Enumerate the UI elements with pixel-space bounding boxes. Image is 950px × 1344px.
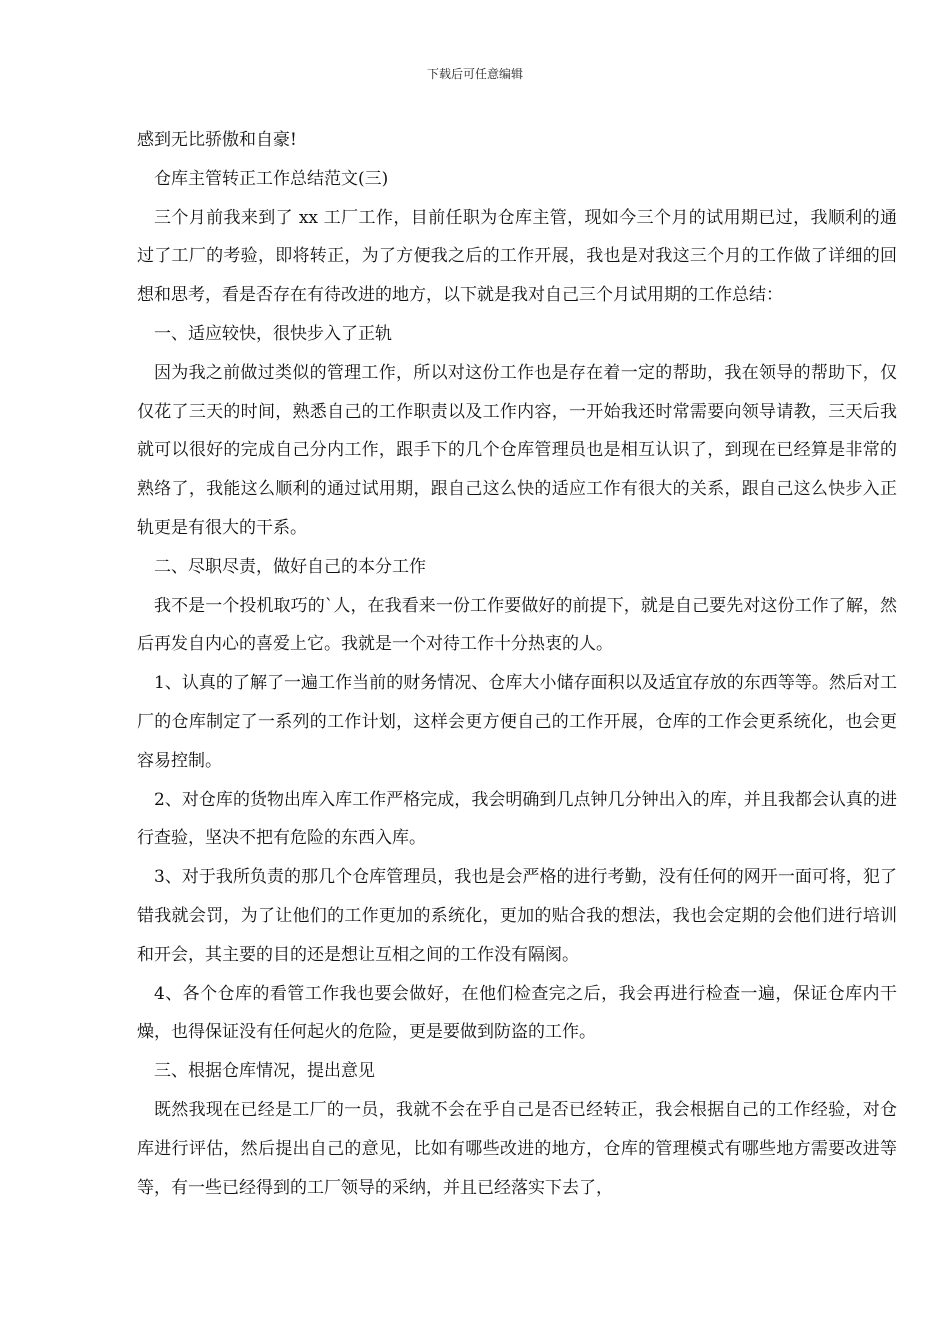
heading-2: 二、尽职尽责，做好自己的本分工作: [154, 556, 426, 577]
list-item-4: 4、各个仓库的看管工作我也要会做好，在他们检查完之后，我会再进行检查一遍，保证仓库内干燥，也得保证没有任何起火的危险，更是要做到防盗的工作。: [137, 983, 897, 1043]
paragraph-1: 因为我之前做过类似的管理工作，所以对这份工作也是存在着一定的帮助，我在领导的帮助下，仅仅花了三天的时间，熟悉自己的工作职责以及工作内容，一开始我还时常需要向领导请教，三天后我就可以很好的完成自己分内工作，跟手下的几个仓库管理员也是相互认识了，到现在已经算是非常的熟络了，我能这么顺利的通过试用期，跟自己这么快的适应工作有很大的关系，跟自己这么快步入正轨更是有很大的干系。: [137, 362, 897, 538]
section-title: 仓库主管转正工作总结范文(三): [154, 168, 389, 189]
page-header-note: 下载后可任意编辑: [426, 67, 523, 81]
heading-3: 三、根据仓库情况，提出意见: [154, 1061, 375, 1082]
paragraph-2: 我不是一个投机取巧的`人，在我看来一份工作要做好的前提下，就是自己要先对这份工作了解，然后再发自内心的喜爱上它。我就是一个对待工作十分热衷的人。: [137, 595, 897, 655]
paragraph-3: 既然我现在已经是工厂的一员，我就不会在乎自己是否已经转正，我会根据自己的工作经验，对仓库进行评估，然后提出自己的意见，比如有哪些改进的地方，仓库的管理模式有哪些地方需要改进等等，有一些已经得到的工厂领导的采纳，并且已经落实下去了，: [137, 1099, 897, 1198]
list-item-1: 1、认真的了解了一遍工作当前的财务情况、仓库大小储存面积以及适宜存放的东西等等。然后对工厂的仓库制定了一系列的工作计划，这样会更方便自己的工作开展，仓库的工作会更系统化，也会更容易控制。: [137, 673, 897, 771]
heading-1: 一、适应较快，很快步入了正轨: [154, 323, 392, 344]
list-item-3: 3、对于我所负责的那几个仓库管理员，我也是会严格的进行考勤，没有任何的网开一面可将，犯了错我就会罚，为了让他们的工作更加的系统化，更加的贴合我的想法，我也会定期的会他们进行培训和开会，其主要的目的还是想让互相之间的工作没有隔阂。: [137, 867, 897, 965]
list-item-2: 2、对仓库的货物出库入库工作严格完成，我会明确到几点钟几分钟出入的库，并且我都会认真的进行查验，坚决不把有危险的东西入库。: [137, 789, 897, 849]
paragraph-intro: 三个月前我来到了 xx 工厂工作，目前任职为仓库主管，现如今三个月的试用期已过，我顺利的通过了工厂的考验，即将转正，为了方便我之后的工作开展，我也是对我这三个月的工作做了详细的回想和思考，看是否存在有待改进的地方，以下就是我对自己三个月试用期的工作总结：: [137, 207, 897, 306]
document-body: [137, 121, 897, 1207]
paragraph-closing-line: 感到无比骄傲和自豪!: [137, 130, 297, 150]
